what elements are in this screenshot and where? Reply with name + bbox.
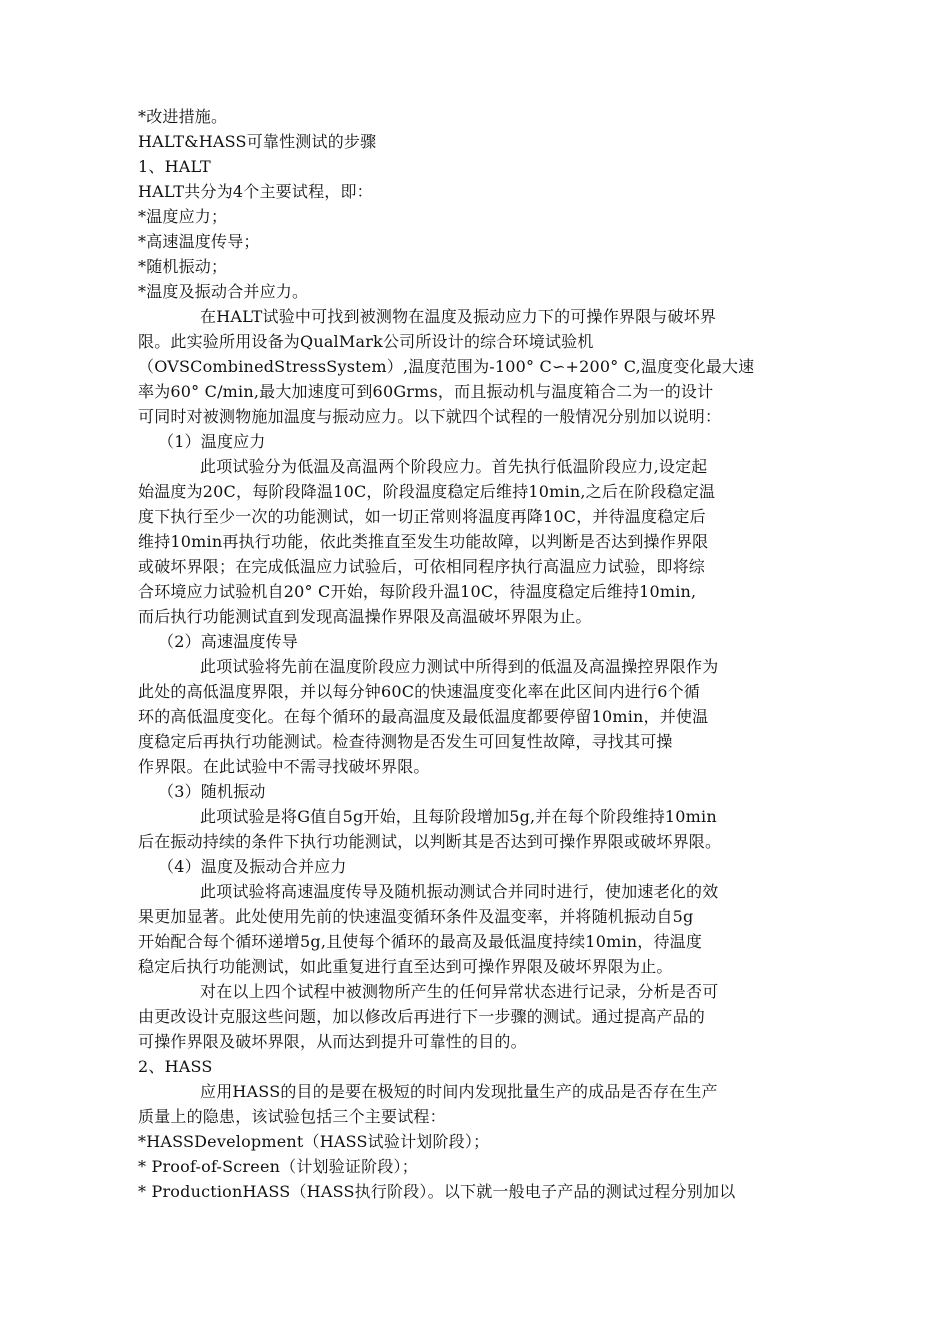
paragraph-line: 果更加显著。此处使用先前的快速温变循环条件及温变率，并将随机振动自5g — [138, 907, 694, 926]
subsection-heading: （4）温度及振动合并应力 — [158, 857, 347, 876]
paragraph-line: 维持10min再执行功能，依此类推直至发生功能故障，以判断是否达到操作界限 — [138, 532, 709, 551]
section-heading: 1、HALT — [138, 157, 211, 176]
subsection-heading: （2）高速温度传导 — [158, 632, 298, 651]
paragraph-line: 此处的高低温度界限，并以每分钟60C的快速温度变化率在此区间内进行6个循 — [138, 682, 700, 701]
paragraph-line: 应用HASS的目的是要在极短的时间内发现批量生产的成品是否存在生产 — [200, 1082, 718, 1101]
paragraph-line: （OVSCombinedStressSystem）,温度范围为-100° C∽+200° C,温度变化最大速 — [138, 357, 755, 376]
paragraph-line: 稳定后执行功能测试，如此重复进行直至达到可操作界限及破坏界限为止。 — [138, 957, 673, 976]
section-heading: 2、HASS — [138, 1057, 213, 1076]
paragraph-line: 可操作界限及破坏界限，从而达到提升可靠性的目的。 — [138, 1032, 527, 1051]
paragraph-line: 由更改设计克服这些问题，加以修改后再进行下一步骤的测试。通过提高产品的 — [138, 1007, 706, 1026]
paragraph-line: 可同时对被测物施加温度与振动应力。以下就四个试程的一般情况分别加以说明： — [138, 407, 722, 426]
paragraph-line: 此项试验将高速温度传导及随机振动测试合并同时进行，使加速老化的效 — [200, 882, 719, 901]
list-item: *温度应力； — [138, 207, 228, 226]
paragraph-line: 环的高低温度变化。在每个循环的最高温度及最低温度都要停留10min，并使温 — [138, 707, 709, 726]
list-item: *HASSDevelopment（HASS试验计划阶段）； — [138, 1132, 490, 1151]
list-item: *随机振动； — [138, 257, 228, 276]
paragraph-line: 此项试验是将G值自5g开始，且每阶段增加5g,并在每个阶段维持10min — [200, 807, 717, 826]
subsection-heading: （3）随机振动 — [158, 782, 266, 801]
paragraph-line: 或破坏界限；在完成低温应力试验后，可依相同程序执行高温应力试验，即将综 — [138, 557, 706, 576]
subsection-heading: （1）温度应力 — [158, 432, 266, 451]
paragraph-line: 作界限。在此试验中不需寻找破坏界限。 — [138, 757, 430, 776]
paragraph-line: 此项试验分为低温及高温两个阶段应力。首先执行低温阶段应力,设定起 — [200, 457, 708, 476]
paragraph-line: 始温度为20C，每阶段降温10C，阶段温度稳定后维持10min,之后在阶段稳定温 — [138, 482, 716, 501]
section-heading: HALT&HASS可靠性测试的步骤 — [138, 132, 377, 151]
list-item: *温度及振动合并应力。 — [138, 282, 309, 301]
list-item: * ProductionHASS（HASS执行阶段）。以下就一般电子产品的测试过程分别加以 — [138, 1182, 736, 1201]
paragraph-line: 后在振动持续的条件下执行功能测试，以判断其是否达到可操作界限或破坏界限。 — [138, 832, 722, 851]
list-item: * Proof-of-Screen（计划验证阶段）； — [138, 1157, 418, 1176]
paragraph-line: 此项试验将先前在温度阶段应力测试中所得到的低温及高温操控界限作为 — [200, 657, 719, 676]
paragraph-line: 度下执行至少一次的功能测试，如一切正常则将温度再降10C，并待温度稳定后 — [138, 507, 706, 526]
paragraph-line: 开始配合每个循环递增5g,且使每个循环的最高及最低温度持续10min，待温度 — [138, 932, 703, 951]
paragraph-line: 合环境应力试验机自20° C开始，每阶段升温10C，待温度稳定后维持10min, — [138, 582, 697, 601]
paragraph-line: 质量上的隐患，该试验包括三个主要试程： — [138, 1107, 446, 1126]
paragraph-line: 率为60° C/min,最大加速度可到60Grms，而且振动机与温度箱合二为一的设计 — [138, 382, 714, 401]
paragraph-line: 在HALT试验中可找到被测物在温度及振动应力下的可操作界限与破坏界 — [200, 307, 717, 326]
paragraph-line: 对在以上四个试程中被测物所产生的任何异常状态进行记录，分析是否可 — [200, 982, 719, 1001]
paragraph-line: 限。此实验所用设备为QualMark公司所设计的综合环境试验机 — [138, 332, 594, 351]
list-item: *高速温度传导； — [138, 232, 260, 251]
text-line: HALT共分为4个主要试程，即： — [138, 182, 373, 201]
paragraph-line: 而后执行功能测试直到发现高温操作界限及高温破坏界限为止。 — [138, 607, 592, 626]
paragraph-line: 度稳定后再执行功能测试。检查待测物是否发生可回复性故障，寻找其可操 — [138, 732, 673, 751]
text-line: *改进措施。 — [138, 107, 228, 126]
